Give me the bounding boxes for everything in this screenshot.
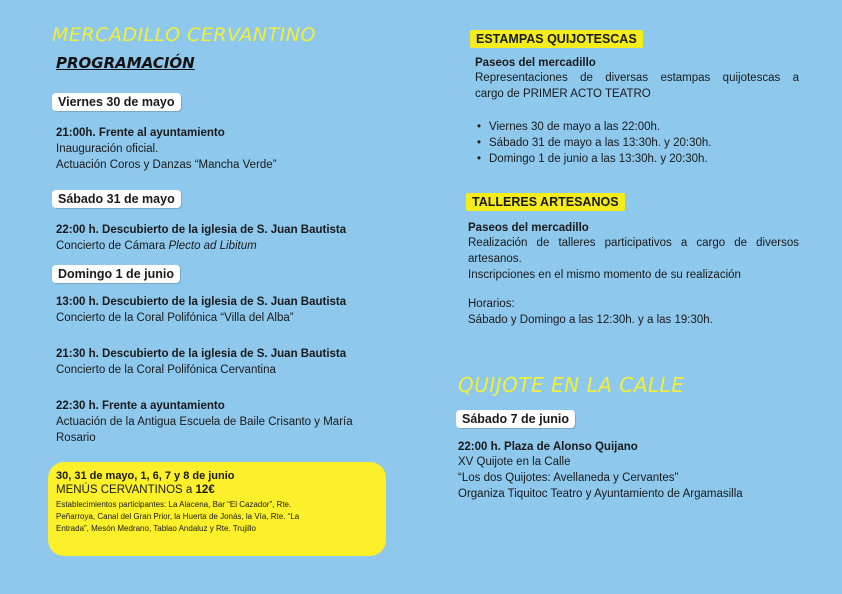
event-line-text: Concierto de Cámara — [56, 240, 169, 252]
estampas-desc-line: cargo de PRIMER ACTO TEATRO — [475, 88, 651, 100]
talleres-desc-line: Realización de talleres participativos a cargo de diversos — [468, 237, 799, 249]
event-saturday — [56, 224, 386, 254]
establishments-line: Peñarroya, Canal del Gran Prior, la Huerta de Jonás, la Vía, Rte. “La — [56, 512, 300, 521]
event-friday — [56, 127, 386, 173]
quijote-title: QUIJOTE EN LA CALLE — [458, 373, 685, 397]
estampas-schedule-list — [475, 119, 799, 167]
ensemble-name: Plecto ad Libitum — [168, 240, 257, 252]
event-heading: 22:30 h. Frente a ayuntamiento — [56, 400, 225, 412]
program-title: MERCADILLO CERVANTINO — [52, 24, 316, 46]
event-sunday-2 — [56, 348, 386, 378]
event-line — [56, 238, 386, 254]
promo-dates: 30, 31 de mayo, 1, 6, 7 y 8 de junio — [56, 470, 235, 482]
quijote-heading: 22:00 h. Plaza de Alonso Quijano — [458, 441, 638, 453]
event-sunday-3 — [56, 400, 386, 446]
establishments-line: Entrada”, Mesón Medrano, Tablao Andaluz y Rte. Trujillo — [56, 524, 256, 533]
quijote-line: Organiza Tiquitoc Teatro y Ayuntamiento de Argamasilla — [458, 488, 743, 500]
promo-menu-label: MENÚS CERVANTINOS a — [56, 484, 196, 496]
promo-menu — [56, 484, 376, 496]
talleres-desc-line: Inscripciones en el mismo momento de su realización — [468, 269, 741, 281]
quijote-event — [458, 441, 798, 502]
establishments-line: Establecimientos participantes: La Alacena, Bar “El Cazador”, Rte. — [56, 500, 292, 509]
day-label-sunday: Domingo 1 de junio — [52, 265, 180, 283]
talleres-heading: Paseos del mercadillo — [468, 222, 589, 234]
talleres-desc-line: artesanos. — [468, 253, 522, 265]
talleres-section — [468, 222, 799, 328]
event-line: Rosario — [56, 432, 96, 444]
hours-text: Sábado y Domingo a las 12:30h. y a las 19:30h. — [468, 314, 713, 326]
event-line: Concierto de la Coral Polifónica Cervantina — [56, 364, 276, 376]
schedule-item: • Sábado 31 de mayo a las 13:30h. y 20:30h. — [489, 135, 799, 151]
quijote-line: XV Quijote en la Calle — [458, 456, 571, 468]
schedule-item: • Domingo 1 de junio a las 13:30h. y 20:30h. — [489, 151, 799, 167]
event-line: Concierto de la Coral Polifónica “Villa del Alba” — [56, 312, 294, 324]
menu-promo-box — [48, 462, 386, 556]
estampas-title: ESTAMPAS QUIJOTESCAS — [470, 30, 643, 48]
day-label-friday: Viernes 30 de mayo — [52, 93, 181, 111]
event-sunday-1 — [56, 296, 386, 326]
estampas-section — [475, 57, 799, 167]
event-heading: 22:00 h. Descubierto de la iglesia de S. Juan Bautista — [56, 224, 347, 236]
program-subtitle: PROGRAMACIÓN — [56, 54, 195, 72]
estampas-desc-line: Representaciones de diversas estampas quijotescas a — [475, 72, 799, 84]
day-label-saturday-7: Sábado 7 de junio — [456, 410, 575, 428]
event-heading: 21:30 h. Descubierto de la iglesia de S. Juan Bautista — [56, 348, 347, 360]
quijote-line: “Los dos Quijotes: Avellaneda y Cervantes” — [458, 472, 679, 484]
talleres-title: TALLERES ARTESANOS — [466, 193, 625, 211]
promo-price: 12€ — [195, 484, 215, 496]
estampas-heading: Paseos del mercadillo — [475, 57, 596, 69]
event-heading: 21:00h. Frente al ayuntamiento — [56, 127, 225, 139]
event-heading: 13:00 h. Descubierto de la iglesia de S. Juan Bautista — [56, 296, 347, 308]
event-line: Actuación de la Antigua Escuela de Baile Crisanto y María — [56, 416, 353, 428]
event-line: Actuación Coros y Danzas “Mancha Verde” — [56, 159, 277, 171]
schedule-item: • Viernes 30 de mayo a las 22:00h. — [489, 119, 799, 135]
hours-label: Horarios: — [468, 298, 515, 310]
promo-establishments — [56, 499, 376, 535]
day-label-saturday: Sábado 31 de mayo — [52, 190, 181, 208]
event-line: Inauguración oficial. — [56, 143, 159, 155]
